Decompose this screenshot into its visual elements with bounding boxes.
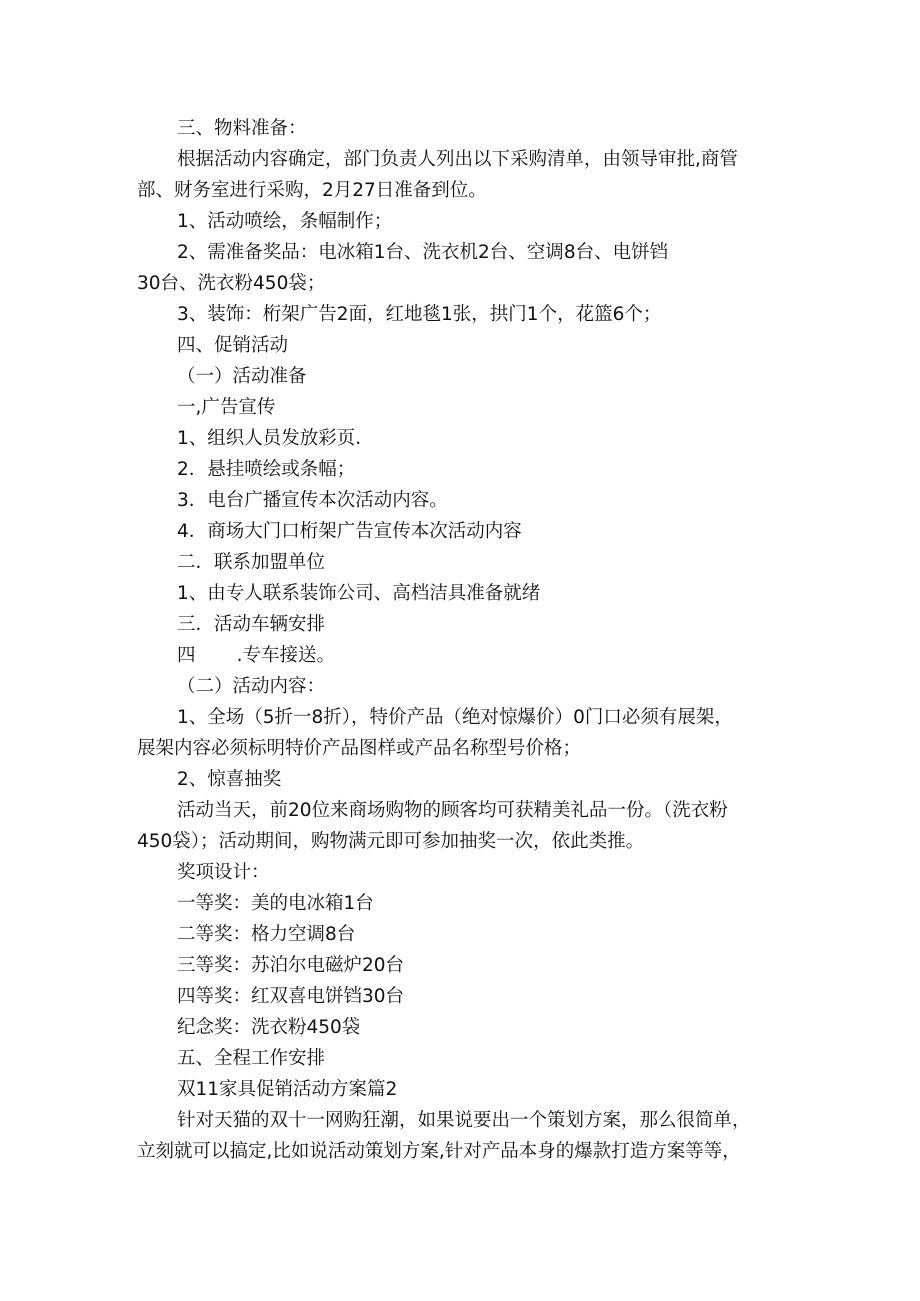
list-item-continuation: 30台、洗衣粉450袋；: [137, 273, 326, 294]
list-item: 1、全场（5折一8折），特价产品（绝对惊爆价）0门口必须有展架，: [177, 707, 733, 728]
section-heading-materials: 三、物料准备：: [177, 118, 307, 139]
list-item: 2、惊喜抽奖: [177, 769, 282, 790]
prize-item: 纪念奖：洗衣粉450袋: [177, 1017, 361, 1038]
paragraph-line: 450袋）；活动期间，购物满元即可参加抽奖一次，依此类推。: [137, 831, 645, 852]
subsection-heading: （一）活动准备: [177, 366, 307, 387]
list-item: 3、装饰：桁架广告2面，红地毯1张，拱门1个，花篮6个；: [177, 304, 662, 325]
list-item: 2、需准备奖品：电冰箱1台、洗衣机2台、空调8台、电饼铛: [177, 242, 669, 263]
paragraph-line: 部、财务室进行采购，2月27日准备到位。: [137, 180, 487, 201]
subsection-heading: 三．活动车辆安排: [177, 614, 326, 635]
list-item: 1、由专人联系装饰公司、高档洁具准备就绪: [177, 583, 541, 604]
subsection-heading: 四 .专车接送。: [177, 645, 336, 666]
section-heading-schedule: 五、全程工作安排: [177, 1048, 326, 1069]
subsection-heading: 奖项设计：: [177, 862, 270, 883]
article-title: 双11家具促销活动方案篇2: [177, 1079, 398, 1100]
subsection-heading: 一,广告宣传: [177, 397, 276, 418]
list-item: 1、活动喷绘，条幅制作；: [177, 211, 393, 232]
subsection-heading: 二．联系加盟单位: [177, 552, 326, 573]
prize-item: 一等奖：美的电冰箱1台: [177, 893, 374, 914]
paragraph-line: 立刻就可以搞定,比如说活动策划方案,针对产品本身的爆款打造方案等等，: [137, 1141, 741, 1162]
section-heading-promotion: 四、促销活动: [177, 335, 289, 356]
list-item-continuation: 展架内容必须标明特价产品图样或产品名称型号价格；: [137, 738, 582, 759]
prize-item: 四等奖：红双喜电饼铛30台: [177, 986, 405, 1007]
prize-item: 三等奖：苏泊尔电磁炉20台: [177, 955, 405, 976]
list-item: 1、组织人员发放彩页.: [177, 428, 362, 449]
prize-item: 二等奖：格力空调8台: [177, 924, 356, 945]
list-item: 4．商场大门口桁架广告宣传本次活动内容: [177, 521, 522, 542]
paragraph-line: 活动当天，前20位来商场购物的顾客均可获精美礼品一份。（洗衣粉: [177, 800, 728, 821]
paragraph-line: 针对天猫的双十一网购狂潮，如果说要出一个策划方案，那么很简单，: [177, 1110, 751, 1131]
list-item: 2．悬挂喷绘或条幅；: [177, 459, 356, 480]
list-item: 3．电台广播宣传本次活动内容。: [177, 490, 448, 511]
paragraph-line: 根据活动内容确定，部门负责人列出以下采购清单，由领导审批,商管: [177, 149, 738, 170]
subsection-heading: （二）活动内容：: [177, 676, 326, 697]
